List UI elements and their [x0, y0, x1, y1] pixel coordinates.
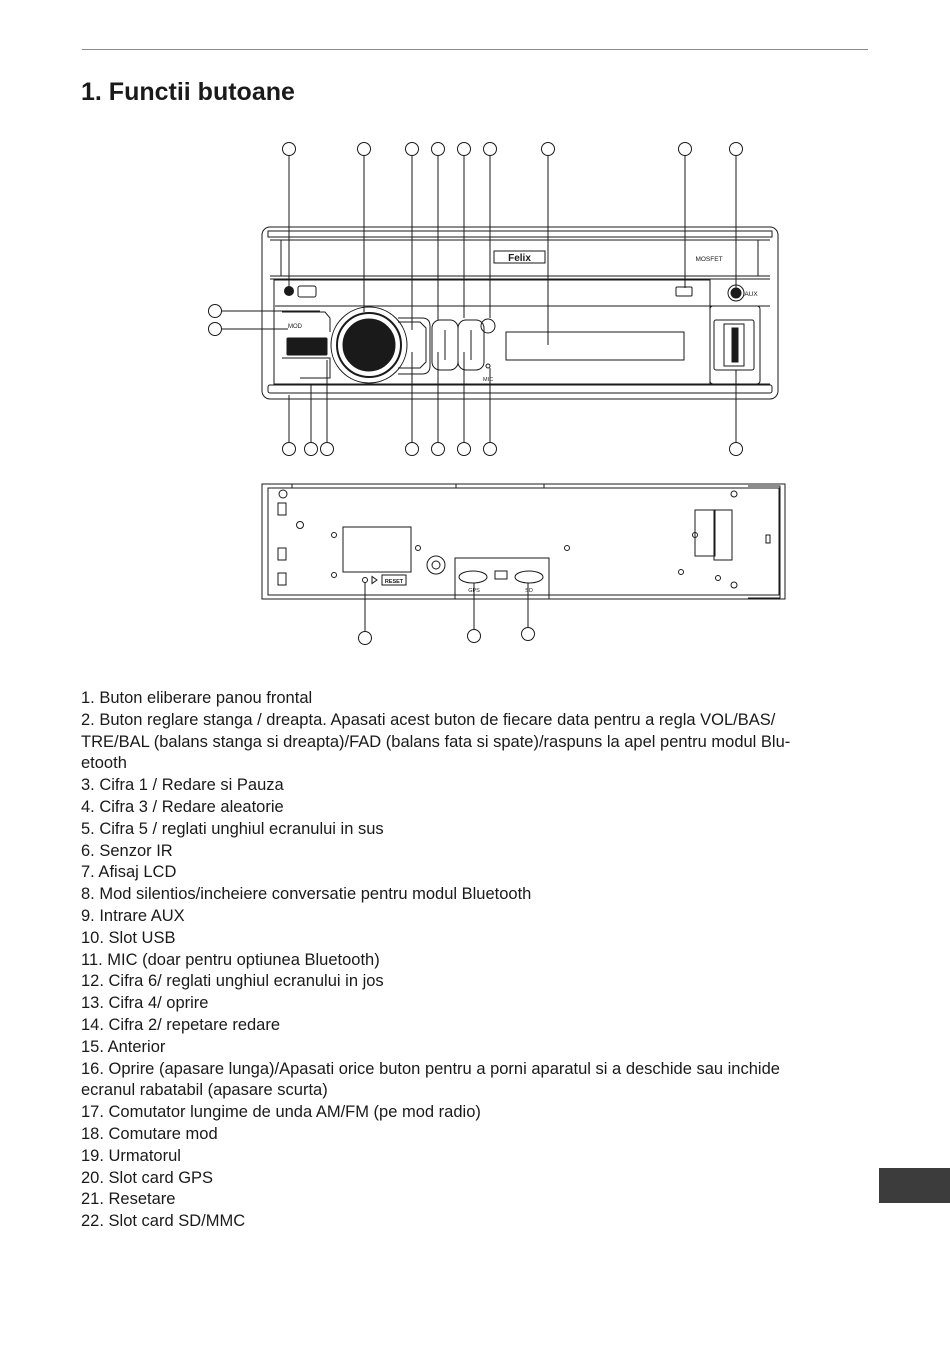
mic-label: MIC [482, 377, 494, 383]
list-item: 19. Urmatorul [81, 1146, 181, 1165]
page-title: 1. Functii butoane [81, 78, 295, 106]
list-item: 20. Slot card GPS [81, 1168, 214, 1187]
bottom-callouts [283, 352, 743, 456]
list-item: 21. Resetare [81, 1190, 176, 1209]
page-tab-marker [879, 1168, 950, 1203]
list-item: 16. Oprire (apasare lunga)/Apasati orice buton pentru a porni aparatul si a deschide sau inchide [81, 1059, 780, 1078]
list-item: 22. Slot card SD/MMC [81, 1212, 246, 1231]
brand-logo: Felix [508, 253, 531, 264]
list-item: 12. Cifra 6/ reglati unghiul ecranului in jos [81, 972, 384, 991]
back-callouts [359, 583, 535, 645]
list-item: ecranul rabatabil (apasare scurta) [81, 1081, 328, 1100]
list-item: 18. Comutare mod [81, 1124, 218, 1143]
list-item: 17. Comutator lungime de unda AM/FM (pe mod radio) [81, 1103, 481, 1122]
list-item: 13. Cifra 4/ oprire [81, 994, 209, 1013]
list-item: 7. Afisaj LCD [81, 863, 177, 882]
list-item: TRE/BAL (balans stanga si dreapta)/FAD (balans fata si spate)/raspuns la apel pentru modul Blu- [81, 732, 791, 751]
list-item: 2. Buton reglare stanga / dreapta. Apasati acest buton de fiecare data pentru a regla VOL/BAS/ [81, 710, 776, 729]
list-item: 14. Cifra 2/ repetare redare [81, 1015, 281, 1034]
aux-label: AUX [744, 291, 758, 298]
list-item: etooth [81, 754, 127, 773]
list-item: 4. Cifra 3 / Redare aleatorie [81, 797, 284, 816]
list-item: 3. Cifra 1 / Redare si Pauza [81, 776, 284, 795]
back-panel [262, 484, 785, 599]
list-item: 10. Slot USB [81, 928, 176, 947]
reset-label: RESET [384, 579, 404, 585]
gps-label: GPS [468, 588, 480, 594]
mosfet-label: MOSFET [695, 256, 723, 263]
function-descriptions [81, 688, 871, 1233]
sd-label: SD [525, 588, 533, 594]
list-item: 11. MIC (doar pentru optiunea Bluetooth) [81, 950, 380, 969]
list-item: 9. Intrare AUX [81, 906, 185, 925]
list-item: 8. Mod silentios/incheiere conversatie pentru modul Bluetooth [81, 885, 532, 904]
top-callouts [283, 143, 743, 346]
list-item: 1. Buton eliberare panou frontal [81, 689, 313, 707]
mod-label: MOD [288, 324, 302, 330]
list-item: 15. Anterior [81, 1037, 166, 1056]
list-item: 5. Cifra 5 / reglati unghiul ecranului in sus [81, 819, 384, 838]
list-item: 6. Senzor IR [81, 841, 173, 860]
left-callouts [209, 305, 321, 336]
